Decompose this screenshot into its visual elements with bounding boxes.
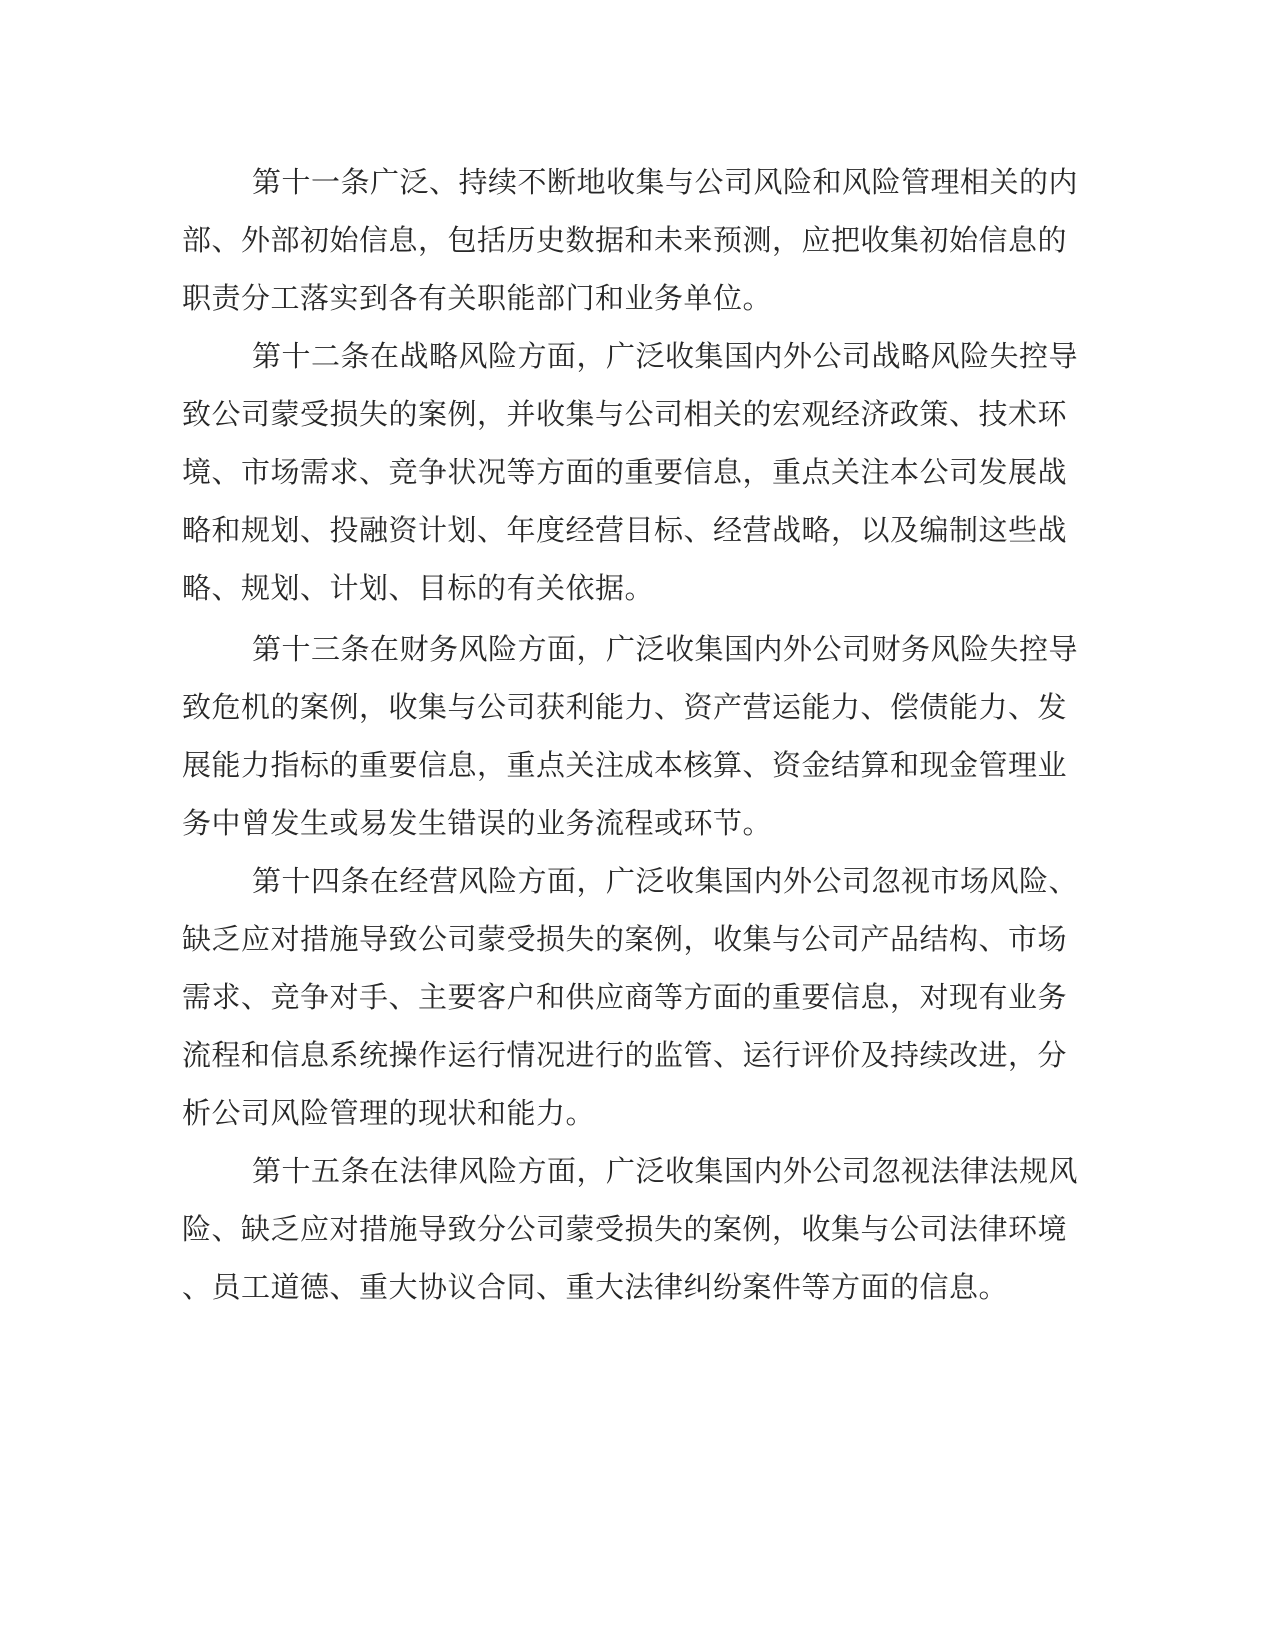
text-line-article-15-3: 、员工道德、重大协议合同、重大法律纠纷案件等方面的信息。 bbox=[182, 1270, 1009, 1304]
text-line-article-14-1: 第十四条在经营风险方面，广泛收集国内外公司忽视市场风险、 bbox=[252, 864, 1079, 898]
text-line-article-13-3: 展能力指标的重要信息，重点关注成本核算、资金结算和现金管理业 bbox=[182, 748, 1068, 782]
text-line-article-11-1: 第十一条广泛、持续不断地收集与公司风险和风险管理相关的内 bbox=[252, 165, 1079, 199]
text-line-article-11-3: 职责分工落实到各有关职能部门和业务单位。 bbox=[182, 281, 773, 315]
text-line-article-12-5: 略、规划、计划、目标的有关依据。 bbox=[182, 571, 655, 605]
text-line-article-14-3: 需求、竞争对手、主要客户和供应商等方面的重要信息，对现有业务 bbox=[182, 980, 1068, 1014]
text-line-article-13-2: 致危机的案例，收集与公司获利能力、资产营运能力、偿债能力、发 bbox=[182, 690, 1068, 724]
text-line-article-15-2: 险、缺乏应对措施导致分公司蒙受损失的案例，收集与公司法律环境 bbox=[182, 1212, 1068, 1246]
text-line-article-15-1: 第十五条在法律风险方面，广泛收集国内外公司忽视法律法规风 bbox=[252, 1154, 1079, 1188]
text-line-article-11-2: 部、外部初始信息，包括历史数据和未来预测，应把收集初始信息的 bbox=[182, 223, 1068, 257]
text-line-article-12-4: 略和规划、投融资计划、年度经营目标、经营战略，以及编制这些战 bbox=[182, 513, 1068, 547]
text-line-article-13-4: 务中曾发生或易发生错误的业务流程或环节。 bbox=[182, 806, 773, 840]
text-line-article-14-5: 析公司风险管理的现状和能力。 bbox=[182, 1096, 596, 1130]
text-line-article-14-4: 流程和信息系统操作运行情况进行的监管、运行评价及持续改进，分 bbox=[182, 1038, 1068, 1072]
text-line-article-12-3: 境、市场需求、竞争状况等方面的重要信息，重点关注本公司发展战 bbox=[182, 455, 1068, 489]
text-line-article-13-1: 第十三条在财务风险方面，广泛收集国内外公司财务风险失控导 bbox=[252, 632, 1079, 666]
text-line-article-12-1: 第十二条在战略风险方面，广泛收集国内外公司战略风险失控导 bbox=[252, 339, 1079, 373]
text-line-article-14-2: 缺乏应对措施导致公司蒙受损失的案例，收集与公司产品结构、市场 bbox=[182, 922, 1068, 956]
text-line-article-12-2: 致公司蒙受损失的案例，并收集与公司相关的宏观经济政策、技术环 bbox=[182, 397, 1068, 431]
